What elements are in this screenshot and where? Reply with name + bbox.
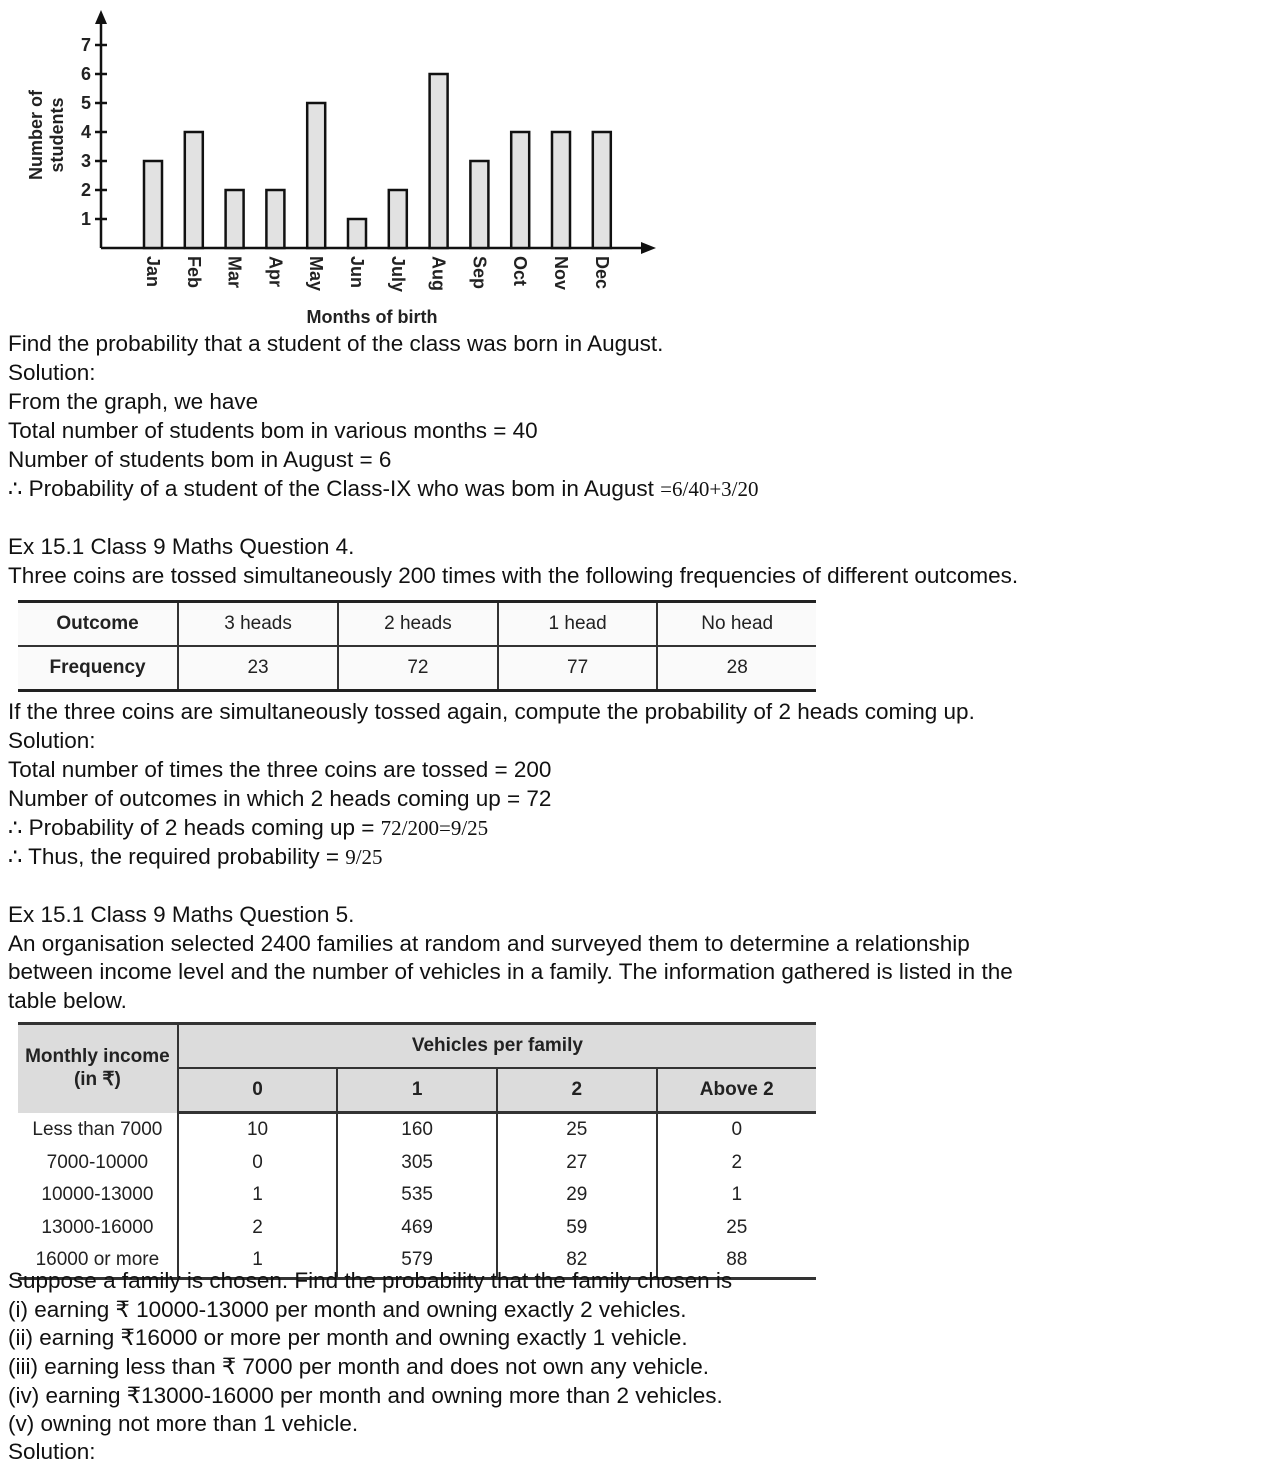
q4-answer xyxy=(8,843,383,871)
vehicle-count-cell: 469 xyxy=(337,1212,497,1245)
q3-conclusion xyxy=(8,475,759,503)
bar-chart xyxy=(0,0,680,335)
x-tick-label: July xyxy=(387,256,408,293)
q3-question: Find the probability that a student of the class was born in August. xyxy=(8,331,664,356)
q5-question-line: (i) earning ₹ 10000-13000 per month and owning exactly 2 vehicles. xyxy=(8,1297,687,1322)
outcome-cell: No head xyxy=(657,602,816,647)
x-tick-label: Sep xyxy=(469,256,490,290)
frequency-row xyxy=(18,646,816,691)
vehicle-count-cell: 88 xyxy=(657,1244,816,1278)
q4-statement: Three coins are tossed simultaneously 200 times with the following frequencies of different outcomes. xyxy=(8,563,1019,588)
income-row xyxy=(18,1147,816,1180)
column-header: 2 xyxy=(497,1068,656,1113)
x-tick-label: Apr xyxy=(265,256,286,287)
coin-outcome-table xyxy=(18,600,816,692)
x-tick-label: Feb xyxy=(183,256,204,289)
vehicle-count-cell: 0 xyxy=(178,1147,337,1180)
q4-probability-text: ∴ Probability of 2 heads coming up = xyxy=(8,815,381,840)
q3-conclusion-math: =6/40+3/20 xyxy=(660,477,759,501)
income-cell: 10000-13000 xyxy=(41,1184,154,1206)
vehicle-count-cell: 27 xyxy=(497,1147,656,1180)
column-header: Above 2 xyxy=(657,1068,816,1113)
q4-line: Total number of times the three coins are tossed = 200 xyxy=(8,757,552,782)
bar-jun xyxy=(348,219,366,248)
q4-heading: Ex 15.1 Class 9 Maths Question 4. xyxy=(8,534,355,559)
vehicle-count-cell: 0 xyxy=(657,1113,816,1147)
vehicle-count-cell: 535 xyxy=(337,1179,497,1212)
vehicle-count-cell: 25 xyxy=(657,1212,816,1245)
q4-question: If the three coins are simultaneously tossed again, compute the probability of 2 heads coming up. xyxy=(8,699,975,724)
income-cell: Less than 7000 xyxy=(32,1118,163,1140)
group-header-row xyxy=(18,1024,816,1069)
x-tick-label: Jan xyxy=(143,256,163,288)
row-header-outcome: Outcome xyxy=(18,602,178,647)
bar-dec xyxy=(593,132,611,248)
vehicle-count-cell: 1 xyxy=(178,1179,337,1212)
x-tick-label: Jun xyxy=(347,256,367,289)
income-row xyxy=(18,1113,816,1147)
q5-heading: Ex 15.1 Class 9 Maths Question 5. xyxy=(8,902,355,927)
vehicle-count-cell: 59 xyxy=(497,1212,656,1245)
column-header: 0 xyxy=(178,1068,337,1113)
income-row xyxy=(18,1179,816,1212)
x-tick-label: Nov xyxy=(551,256,571,291)
bar-apr xyxy=(266,190,284,248)
income-row xyxy=(18,1212,816,1245)
q4-line: Number of outcomes in which 2 heads coming up = 72 xyxy=(8,786,552,811)
x-tick-label: Dec xyxy=(591,256,612,290)
bar-oct xyxy=(511,132,529,248)
vehicle-count-cell: 160 xyxy=(337,1113,497,1147)
q4-probability xyxy=(8,814,488,842)
outcome-cell: 3 heads xyxy=(178,602,338,647)
y-tick-label: 2 xyxy=(80,180,91,200)
income-vehicle-table xyxy=(18,1022,816,1280)
vehicle-count-cell: 29 xyxy=(497,1179,656,1212)
bar-feb xyxy=(185,132,203,248)
income-cell: 16000 or more xyxy=(35,1249,160,1271)
q5-question-line: (iii) earning less than ₹ 7000 per month and does not own any vehicle. xyxy=(8,1354,709,1379)
frequency-cell: 77 xyxy=(498,646,658,691)
income-header: Monthly income (in ₹) xyxy=(18,1024,178,1113)
y-tick-label: 3 xyxy=(80,151,91,171)
q3-line: From the graph, we have xyxy=(8,389,259,414)
x-axis-label: Months of birth xyxy=(306,307,438,327)
q3-solution-label: Solution: xyxy=(8,360,96,385)
q5-question-line: (ii) earning ₹16000 or more per month and owning exactly 1 vehicle. xyxy=(8,1325,688,1350)
y-tick-label: 7 xyxy=(80,35,91,55)
q3-line: Total number of students bom in various months = 40 xyxy=(8,418,538,443)
vehicle-count-cell: 2 xyxy=(178,1212,337,1245)
vehicle-count-cell: 1 xyxy=(657,1179,816,1212)
frequency-cell: 72 xyxy=(338,646,498,691)
bar-jan xyxy=(144,161,162,248)
income-cell: 7000-10000 xyxy=(46,1151,149,1173)
q4-answer-text: ∴ Thus, the required probability = xyxy=(8,844,346,869)
q5-statement-line: table below. xyxy=(8,988,127,1013)
column-header: 1 xyxy=(337,1068,497,1113)
vehicle-count-cell: 2 xyxy=(657,1147,816,1180)
x-tick-label: May xyxy=(306,256,327,292)
q4-probability-math: 72/200=9/25 xyxy=(380,816,489,840)
q3-conclusion-text: ∴ Probability of a student of the Class-IX who was bom in August xyxy=(8,476,661,501)
vehicle-count-cell: 579 xyxy=(337,1244,497,1278)
x-axis-arrow xyxy=(641,242,656,254)
q3-line: Number of students bom in August = 6 xyxy=(8,447,392,472)
vehicle-count-cell: 82 xyxy=(497,1244,656,1278)
vehicle-count-cell: 10 xyxy=(178,1113,337,1147)
bar-mar xyxy=(226,190,244,248)
vehicle-count-cell: 25 xyxy=(497,1113,656,1147)
q4-solution-label: Solution: xyxy=(8,728,96,753)
x-tick-label: Oct xyxy=(510,256,531,287)
frequency-cell: 28 xyxy=(657,646,816,691)
q5-question-line: Suppose a family is chosen. Find the probability that the family chosen is xyxy=(8,1268,733,1293)
outcome-cell: 2 heads xyxy=(338,602,498,647)
bar-nov xyxy=(552,132,570,248)
bar-may xyxy=(307,103,325,248)
q5-statement-line: An organisation selected 2400 families at random and surveyed them to determine a relationship xyxy=(8,931,970,956)
q5-statement-line: between income level and the number of vehicles in a family. The information gathered is listed in the xyxy=(8,959,1013,984)
vehicle-count-cell: 305 xyxy=(337,1147,497,1180)
income-cell: 13000-16000 xyxy=(41,1216,154,1238)
frequency-cell: 23 xyxy=(178,646,338,691)
vehicle-count-cell: 1 xyxy=(178,1244,337,1278)
q5-question-line: (iv) earning ₹13000-16000 per month and owning more than 2 vehicles. xyxy=(8,1383,723,1408)
bar-sep xyxy=(470,161,488,248)
q5-question-line: (v) owning not more than 1 vehicle. xyxy=(8,1411,359,1436)
y-tick-label: 5 xyxy=(80,93,91,113)
y-tick-label: 6 xyxy=(80,64,91,84)
y-axis-label-line1: Number of xyxy=(26,90,46,180)
q4-answer-math: 9/25 xyxy=(345,845,383,869)
y-tick-label: 1 xyxy=(80,209,91,229)
bar-july xyxy=(389,190,407,248)
y-axis-label-line2: students xyxy=(47,97,67,173)
y-axis-arrow xyxy=(95,10,107,24)
vehicles-group-header: Vehicles per family xyxy=(178,1024,816,1069)
x-tick-label: Mar xyxy=(224,256,245,289)
chart-axes xyxy=(95,10,656,254)
outcome-cell: 1 head xyxy=(498,602,658,647)
bar-aug xyxy=(430,74,448,248)
x-tick-label: Aug xyxy=(428,256,449,291)
q5-solution-label: Solution: xyxy=(8,1439,96,1464)
y-tick-label: 4 xyxy=(80,122,91,142)
outcome-row xyxy=(18,602,816,647)
row-header-frequency: Frequency xyxy=(49,657,146,678)
